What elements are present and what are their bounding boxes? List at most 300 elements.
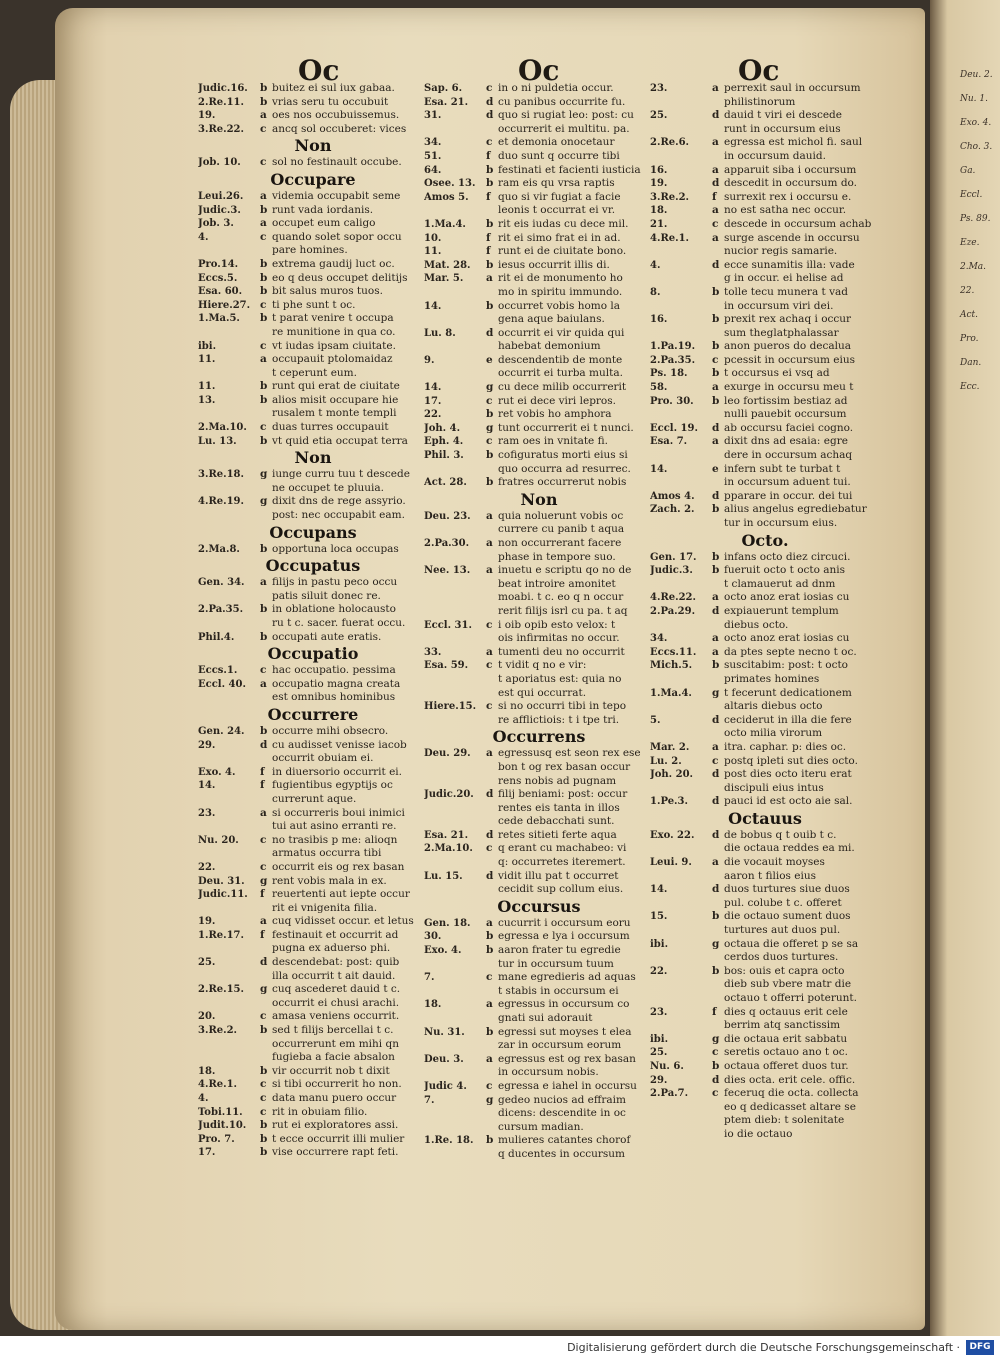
concordance-line: [650, 1114, 880, 1128]
concordance-line: [424, 646, 654, 660]
concordance-line: [424, 476, 654, 490]
line-text: discipuli eius intus: [724, 781, 824, 794]
line-text: opportuna loca occupas: [272, 542, 399, 555]
concordance-line: [198, 258, 428, 272]
bible-reference: 14.: [650, 463, 668, 475]
concordance-line: [198, 353, 428, 367]
section-letter: a: [712, 136, 719, 149]
section-letter: b: [712, 659, 720, 672]
line-text: infern subt te turbat t: [724, 462, 841, 475]
section-letter: b: [486, 177, 494, 190]
bible-reference: Leui. 9.: [650, 857, 692, 869]
line-text: habebat demonium: [498, 340, 601, 353]
bible-reference: 16.: [650, 314, 668, 326]
concordance-line: [424, 632, 654, 646]
concordance-line: [650, 965, 880, 979]
facing-page-fragments: [960, 70, 1000, 406]
concordance-line: [650, 938, 880, 952]
concordance-line: [198, 915, 428, 929]
line-text: currere cu panib t aqua: [498, 523, 625, 536]
bible-reference: 30.: [424, 931, 442, 943]
bible-reference: 22.: [650, 965, 668, 977]
section-letter: c: [486, 1079, 493, 1092]
bible-reference: Deu. 31.: [198, 875, 245, 887]
line-text: cecidit sup collum eius.: [498, 883, 624, 896]
concordance-line: [424, 1053, 654, 1067]
concordance-line: [650, 727, 880, 741]
section-letter: g: [260, 983, 268, 996]
bible-reference: 1.Ma.4.: [424, 218, 466, 230]
line-text: cu dece milib occurrerit: [498, 381, 627, 394]
section-letter: b: [260, 393, 268, 406]
concordance-line: [198, 299, 428, 313]
concordance-line: [650, 741, 880, 755]
bible-reference: Act. 28.: [424, 477, 467, 489]
bible-reference: Mich.5.: [650, 660, 693, 672]
line-text: cu panibus occurrite fu.: [498, 95, 626, 108]
concordance-line: [198, 956, 428, 970]
concordance-line: [650, 490, 880, 504]
bible-reference: Leui.26.: [198, 190, 244, 202]
dfg-logo: DFG: [966, 1340, 994, 1355]
bible-reference: 1.Pe.3.: [650, 796, 688, 808]
line-text: in occursum viri dei.: [724, 299, 834, 312]
section-letter: b: [712, 910, 720, 923]
concordance-line: [650, 449, 880, 463]
line-text: vrias seru tu occubuit: [272, 95, 389, 108]
line-text: occupati aute eratis.: [272, 630, 382, 643]
line-text: dauid t viri ei descede: [724, 109, 842, 122]
line-text: g in occur. ei helise ad: [724, 272, 844, 285]
line-text: fueruit octo t octo anis: [724, 564, 846, 577]
section-letter: g: [712, 937, 720, 950]
line-text: phase in tempore suo.: [498, 550, 616, 563]
line-text: expiauerunt templum: [724, 604, 839, 617]
bible-reference: 2.Pa.35.: [650, 354, 696, 366]
line-text: alios misit occupare hie: [272, 393, 399, 406]
line-text: cerdos duos turtures.: [724, 951, 839, 964]
bible-reference: Job. 10.: [198, 157, 241, 169]
section-letter: a: [712, 856, 719, 869]
concordance-line: [424, 883, 654, 897]
section-letter: b: [260, 603, 268, 616]
line-text: vt quid etia occupat terra: [272, 434, 408, 447]
line-text: amasa veniens occurrit.: [272, 1010, 400, 1023]
concordance-line: [424, 1039, 654, 1053]
line-text: quando solet sopor occu: [272, 230, 402, 243]
line-text: leo fortissim bestiaz ad: [724, 394, 848, 407]
line-text: perrexit saul in occursum: [724, 82, 861, 94]
bible-reference: 1.Ma.4.: [650, 687, 692, 699]
line-text: illa occurrit t ait dauid.: [272, 969, 396, 982]
section-letter: a: [260, 576, 267, 589]
line-text: rens nobis ad pugnam: [498, 774, 617, 787]
facing-page-fragment: Deu. 2.: [960, 70, 993, 80]
section-letter: a: [486, 1052, 493, 1065]
line-text: t fecerunt dedicationem: [724, 686, 852, 699]
section-letter: b: [712, 564, 720, 577]
bible-reference: Phil.4.: [198, 631, 235, 643]
section-letter: f: [486, 231, 491, 244]
section-letter: f: [260, 888, 265, 901]
bible-reference: 2.Pa.29.: [650, 605, 696, 617]
facing-page-fragment: Ga.: [960, 166, 976, 176]
concordance-line: [198, 272, 428, 286]
section-letter: c: [260, 339, 267, 352]
section-letter: c: [712, 1046, 719, 1059]
section-letter: b: [260, 380, 268, 393]
concordance-line: [198, 156, 428, 170]
concordance-line: [650, 395, 880, 409]
concordance-line: [198, 482, 428, 496]
bible-reference: 18.: [198, 1065, 216, 1077]
concordance-line: [198, 340, 428, 354]
section-letter: d: [712, 489, 720, 502]
line-text: gnati sui adorauit: [498, 1012, 593, 1024]
concordance-line: [650, 435, 880, 449]
concordance-line: [650, 829, 880, 843]
line-text: mulieres catantes chorof: [498, 1134, 631, 1147]
bible-reference: Mar. 5.: [424, 273, 464, 285]
line-text: armatus occurra tibi: [272, 847, 382, 860]
bible-reference: 4.: [650, 259, 661, 271]
line-text: rit eis iudas cu dece mil.: [498, 217, 629, 230]
concordance-line: [650, 191, 880, 205]
line-text: runt vada iordanis.: [272, 203, 374, 216]
concordance-line: [198, 752, 428, 766]
concordance-line: [650, 123, 880, 137]
section-letter: b: [260, 1064, 268, 1077]
line-text: duas turres occupauit: [272, 421, 389, 434]
bible-reference: 23.: [198, 807, 216, 819]
line-text: descedit in occursum do.: [724, 177, 858, 190]
section-letter: d: [486, 326, 494, 339]
line-text: ti phe sunt t oc.: [272, 298, 356, 311]
line-text: filijs in pastu peco occu: [272, 576, 398, 589]
line-text: rut ei dece viri lepros.: [498, 394, 616, 407]
line-text: pul. colube t c. offeret: [724, 896, 842, 909]
line-text: cu audisset venisse iacob: [272, 738, 407, 751]
line-text: die vocauit moyses: [724, 856, 825, 869]
bible-reference: 14.: [424, 300, 442, 312]
line-text: i oib opib esto velox: t: [498, 618, 616, 631]
line-text: patis siluit donec re.: [272, 589, 381, 602]
concordance-line: [650, 605, 880, 619]
section-letter: a: [712, 82, 719, 94]
bible-reference: Eccs.11.: [650, 646, 697, 658]
section-letter: b: [260, 1024, 268, 1037]
bible-reference: 2.Re.15.: [198, 984, 244, 996]
bible-reference: 4.Re.19.: [198, 496, 244, 508]
bible-reference: 2.Re.11.: [198, 96, 244, 108]
line-text: octo anoz erat iosias cu: [724, 632, 850, 645]
line-text: egressa e iahel in occursu: [498, 1079, 637, 1092]
concordance-line: [198, 766, 428, 780]
bible-reference: ibi.: [650, 938, 669, 950]
section-letter: d: [486, 109, 494, 122]
line-text: rusalem t monte templi: [272, 407, 397, 420]
line-text: q ducentes in occursum: [498, 1147, 625, 1160]
line-text: octaua die offeret p se sa: [724, 937, 859, 950]
line-text: nulli pauebit occursum: [724, 408, 847, 421]
line-text: occurrerit ei multitu. pa.: [498, 122, 630, 135]
line-text: ram oes in vnitate fi.: [498, 435, 608, 448]
bible-reference: Deu. 3.: [424, 1053, 464, 1065]
concordance-line: [198, 725, 428, 739]
bible-reference: Exo. 4.: [198, 766, 236, 778]
concordance-line: [198, 244, 428, 258]
concordance-line: [198, 631, 428, 645]
bible-reference: 2.Pa.35.: [198, 604, 244, 616]
concordance-line: [650, 842, 880, 856]
line-text: post: nec occupabit eam.: [272, 509, 405, 522]
concordance-line: [650, 177, 880, 191]
bible-reference: 3.Re.22.: [198, 123, 244, 135]
section-letter: d: [486, 95, 494, 108]
bible-reference: Judic 4.: [424, 1080, 467, 1092]
concordance-line: [198, 96, 428, 110]
section-letter: a: [712, 740, 719, 753]
concordance-line: [198, 1119, 428, 1133]
bible-reference: 18.: [424, 999, 442, 1011]
concordance-line: [424, 245, 654, 259]
section-letter: b: [260, 434, 268, 447]
section-letter: g: [486, 381, 494, 394]
concordance-line: [650, 327, 880, 341]
section-letter: a: [260, 217, 267, 230]
concordance-line: [198, 109, 428, 123]
section-letter: b: [260, 203, 268, 216]
bible-reference: Judic.16.: [198, 83, 248, 94]
section-letter: c: [260, 1010, 267, 1023]
bible-reference: Esa. 7.: [650, 436, 688, 448]
bible-reference: 3.Re.2.: [650, 191, 690, 203]
bible-reference: Mat. 28.: [424, 259, 471, 271]
bible-reference: 11.: [198, 354, 216, 366]
line-text: festinauit et occurrit ad: [272, 928, 399, 941]
line-text: suscitabim: post: t octo: [724, 659, 848, 672]
running-head-left: Oc: [298, 54, 340, 87]
concordance-line: [424, 435, 654, 449]
line-text: t ecce occurrit illi mulier: [272, 1132, 405, 1145]
line-text: rit ei simo frat ei in ad.: [498, 231, 621, 244]
section-letter: b: [712, 550, 720, 563]
concordance-line: [198, 407, 428, 421]
line-text: de bobus q t ouib t c.: [724, 828, 837, 841]
section-letter: f: [260, 779, 265, 792]
line-text: sum theglatphalassar: [724, 326, 839, 339]
facing-page-fragment: Nu. 1.: [960, 94, 988, 104]
line-text: quo si rugiat leo: post: cu: [498, 109, 634, 122]
concordance-line: [650, 591, 880, 605]
line-text: post dies octo iteru erat: [724, 768, 852, 781]
section-letter: a: [712, 204, 719, 217]
bible-reference: Eccl. 40.: [198, 678, 246, 690]
line-text: dixit dns de rege assyrio.: [272, 495, 406, 508]
bible-reference: Judic.3.: [650, 565, 693, 577]
line-text: egressi sut moyses t elea: [498, 1025, 632, 1038]
line-text: anon pueros do decalua: [724, 340, 852, 353]
facing-page-fragment: Ps. 89.: [960, 214, 991, 224]
entry-heading: Non: [294, 136, 332, 156]
bible-reference: 19.: [198, 916, 216, 928]
line-text: occurrit obuiam ei.: [272, 752, 374, 765]
line-text: octauo t offerri poterunt.: [724, 992, 857, 1004]
bible-reference: 2.Ma.8.: [198, 543, 240, 555]
line-text: cede debacchati sunt.: [498, 815, 615, 828]
concordance-line: [424, 510, 654, 524]
concordance-line: [650, 646, 880, 660]
concordance-line: [198, 1051, 428, 1065]
facing-page-fragment: Dan.: [960, 358, 982, 368]
bible-reference: Judic.20.: [424, 789, 474, 801]
section-letter: b: [260, 312, 268, 325]
section-letter: a: [260, 677, 267, 690]
section-letter: a: [712, 435, 719, 448]
concordance-line: [650, 300, 880, 314]
line-text: oes nos occubuissemus.: [272, 109, 400, 122]
line-text: zar in occursum eorum: [498, 1039, 622, 1052]
concordance-line: [650, 1128, 880, 1142]
line-text: runt in occursum eius: [724, 122, 841, 135]
line-text: dies octa. erit cele. offic.: [724, 1073, 856, 1086]
concordance-line: [424, 1134, 654, 1148]
line-text: ab occursu faciei cogno.: [724, 421, 854, 434]
concordance-line: [424, 870, 654, 884]
line-text: surrexit rex i occursu e.: [724, 190, 852, 203]
section-letter: a: [712, 591, 719, 604]
concordance-line: [198, 82, 428, 96]
section-letter: g: [712, 1032, 720, 1045]
section-letter: e: [486, 353, 493, 366]
concordance-line: [198, 1024, 428, 1038]
line-text: moabi. t c. eo q n occur: [498, 591, 624, 604]
digitization-footer: [0, 1336, 1000, 1360]
section-letter: c: [486, 82, 493, 94]
bible-reference: Gen. 34.: [198, 577, 245, 589]
concordance-line: [650, 96, 880, 110]
line-text: cucurrit i occursum eoru: [498, 916, 631, 929]
section-letter: d: [712, 109, 720, 122]
line-text: rent vobis mala in ex.: [272, 874, 387, 887]
bible-reference: 33.: [424, 646, 442, 658]
section-letter: d: [712, 258, 720, 271]
section-letter: b: [486, 1134, 494, 1147]
bible-reference: Nu. 20.: [198, 834, 239, 846]
concordance-line: [198, 543, 428, 557]
bible-reference: 14.: [424, 382, 442, 394]
section-letter: b: [486, 930, 494, 943]
line-text: occurrit ei turba multa.: [498, 367, 623, 380]
section-letter: a: [486, 509, 493, 522]
section-letter: b: [712, 285, 720, 298]
concordance-line: [424, 564, 654, 578]
concordance-line: [198, 617, 428, 631]
facing-page-fragment: Act.: [960, 310, 979, 320]
section-letter: b: [260, 630, 268, 643]
section-letter: b: [260, 285, 268, 298]
section-letter: c: [260, 421, 267, 434]
section-letter: g: [260, 468, 268, 481]
section-letter: d: [260, 738, 268, 751]
concordance-line: [198, 793, 428, 807]
bible-reference: 1.Re. 18.: [424, 1135, 474, 1147]
line-text: berrim atq sanctissim: [724, 1019, 841, 1032]
concordance-line: [650, 992, 880, 1006]
concordance-line: [424, 829, 654, 843]
section-letter: b: [712, 313, 720, 326]
bible-reference: Mar. 2.: [650, 741, 690, 753]
line-text: ceciderut in illa die fere: [724, 713, 852, 726]
concordance-line: [198, 509, 428, 523]
line-text: t clamauerut ad dnm: [724, 577, 836, 590]
bible-reference: 2.Ma.10.: [198, 422, 247, 434]
concordance-line: [198, 1038, 428, 1052]
concordance-line: [198, 970, 428, 984]
concordance-line: [650, 578, 880, 592]
text-column-right: [650, 82, 880, 1142]
concordance-line: [424, 1026, 654, 1040]
concordance-line: [424, 673, 654, 687]
concordance-line: [424, 802, 654, 816]
bible-reference: 11.: [198, 381, 216, 393]
bible-reference: Nu. 31.: [424, 1026, 465, 1038]
line-text: in oblatione holocausto: [272, 603, 396, 616]
bible-reference: 1.Re.17.: [198, 929, 244, 941]
concordance-line: [650, 272, 880, 286]
line-text: ancq sol occuberet: vices: [272, 122, 407, 135]
concordance-line: [424, 856, 654, 870]
line-text: beat introire amonitet: [498, 577, 616, 590]
entry-heading: Occupatus: [265, 556, 361, 576]
line-text: reuertenti aut iepte occur: [272, 888, 410, 901]
bible-reference: Hiere.15.: [424, 701, 477, 713]
entry-heading: Octauus: [728, 808, 802, 828]
section-letter: f: [260, 765, 265, 778]
entry-heading: Non: [520, 489, 558, 509]
line-text: in occursum dauid.: [724, 149, 826, 162]
section-letter: b: [486, 299, 494, 312]
section-letter: a: [260, 189, 267, 202]
bible-reference: 34.: [424, 137, 442, 149]
concordance-line: [424, 204, 654, 218]
section-letter: b: [486, 163, 494, 176]
line-text: ecce sunamitis illa: vade: [724, 258, 855, 271]
bible-reference: Nee. 13.: [424, 565, 471, 577]
line-text: quia noluerunt vobis oc: [498, 509, 624, 522]
concordance-line: [424, 700, 654, 714]
section-letter: g: [486, 1093, 494, 1106]
concordance-line: [650, 1006, 880, 1020]
section-letter: b: [260, 1146, 268, 1159]
concordance-line: [424, 463, 654, 477]
line-text: turtures aut duos pul.: [724, 924, 841, 937]
line-text: seretis octauo ano t oc.: [724, 1046, 849, 1059]
line-text: tumenti deu no occurrit: [498, 645, 625, 658]
concordance-line: [424, 917, 654, 931]
concordance-line: [198, 834, 428, 848]
section-letter: b: [260, 82, 268, 94]
section-letter: b: [486, 408, 494, 421]
line-text: ne occupet te pluuia.: [272, 481, 384, 494]
text-column-middle: [424, 82, 654, 1162]
section-letter: a: [486, 564, 493, 577]
concordance-line: [198, 942, 428, 956]
concordance-line: [424, 259, 654, 273]
concordance-line: [650, 136, 880, 150]
line-text: egressa est michol fi. saul: [724, 136, 863, 149]
bible-reference: 31.: [424, 110, 442, 122]
